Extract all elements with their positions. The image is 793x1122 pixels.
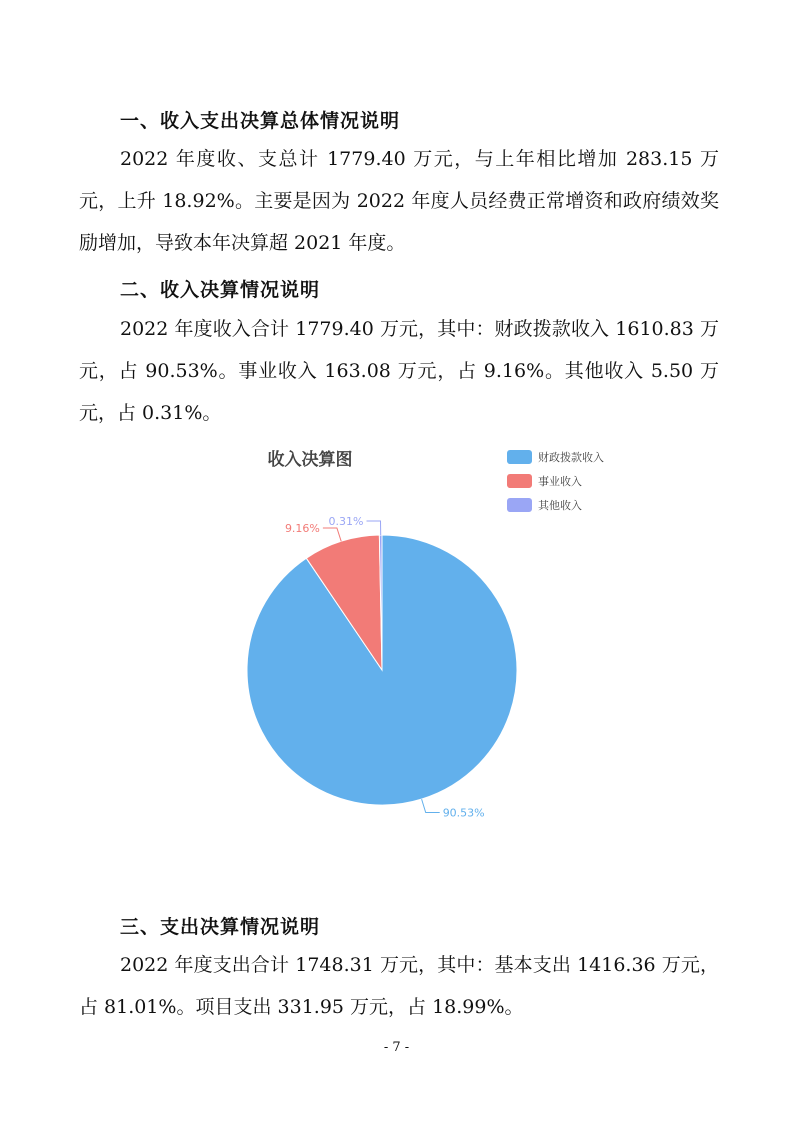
legend-swatch-business	[507, 474, 532, 488]
pie-label-line-other	[367, 521, 381, 535]
chart-legend	[507, 450, 604, 512]
page-number: - 7 -	[383, 1040, 410, 1055]
legend-swatch-fiscal	[507, 450, 532, 464]
chart-title: 收入决算图	[267, 450, 353, 470]
section-heading-overview: 一、收入支出决算总体情况说明	[120, 110, 401, 132]
section-heading-income: 二、收入决算情况说明	[120, 279, 321, 301]
pie-label-fiscal: 90.53%	[442, 806, 485, 820]
section-paragraph-expenditure: 2022 年度支出合计 1748.31 万元，其中：基本支出 1416.36 万元，占 81.01%。项目支出 331.95 万元，占 18.99%。	[79, 954, 719, 1018]
section-heading-expenditure: 三、支出决算情况说明	[120, 916, 321, 938]
pie-label-line-business	[323, 528, 341, 541]
income-pie-chart	[200, 436, 620, 836]
legend-swatch-other	[507, 498, 532, 512]
pie-label-other: 0.31%	[328, 515, 364, 528]
pie-slices	[247, 535, 517, 805]
pie-label-line-fiscal	[422, 799, 440, 812]
section-paragraph-overview: 2022 年度收、支总计 1779.40 万元，与上年相比增加 283.15 万元，上升 18.92%。主要是因为 2022 年度人员经费正常增资和政府绩效奖励增加，导致本年决算超 2021 年度。	[79, 148, 719, 254]
legend-label-other: 其他收入	[538, 499, 582, 512]
section-paragraph-income: 2022 年度收入合计 1779.40 万元，其中：财政拨款收入 1610.83 万元，占 90.53%。事业收入 163.08 万元，占 9.16%。其他收入 5.50 万元，占 0.31%。	[79, 318, 719, 424]
legend-label-business: 事业收入	[538, 475, 582, 488]
pie-label-business: 9.16%	[284, 522, 320, 535]
legend-label-fiscal: 财政拨款收入	[538, 451, 604, 464]
